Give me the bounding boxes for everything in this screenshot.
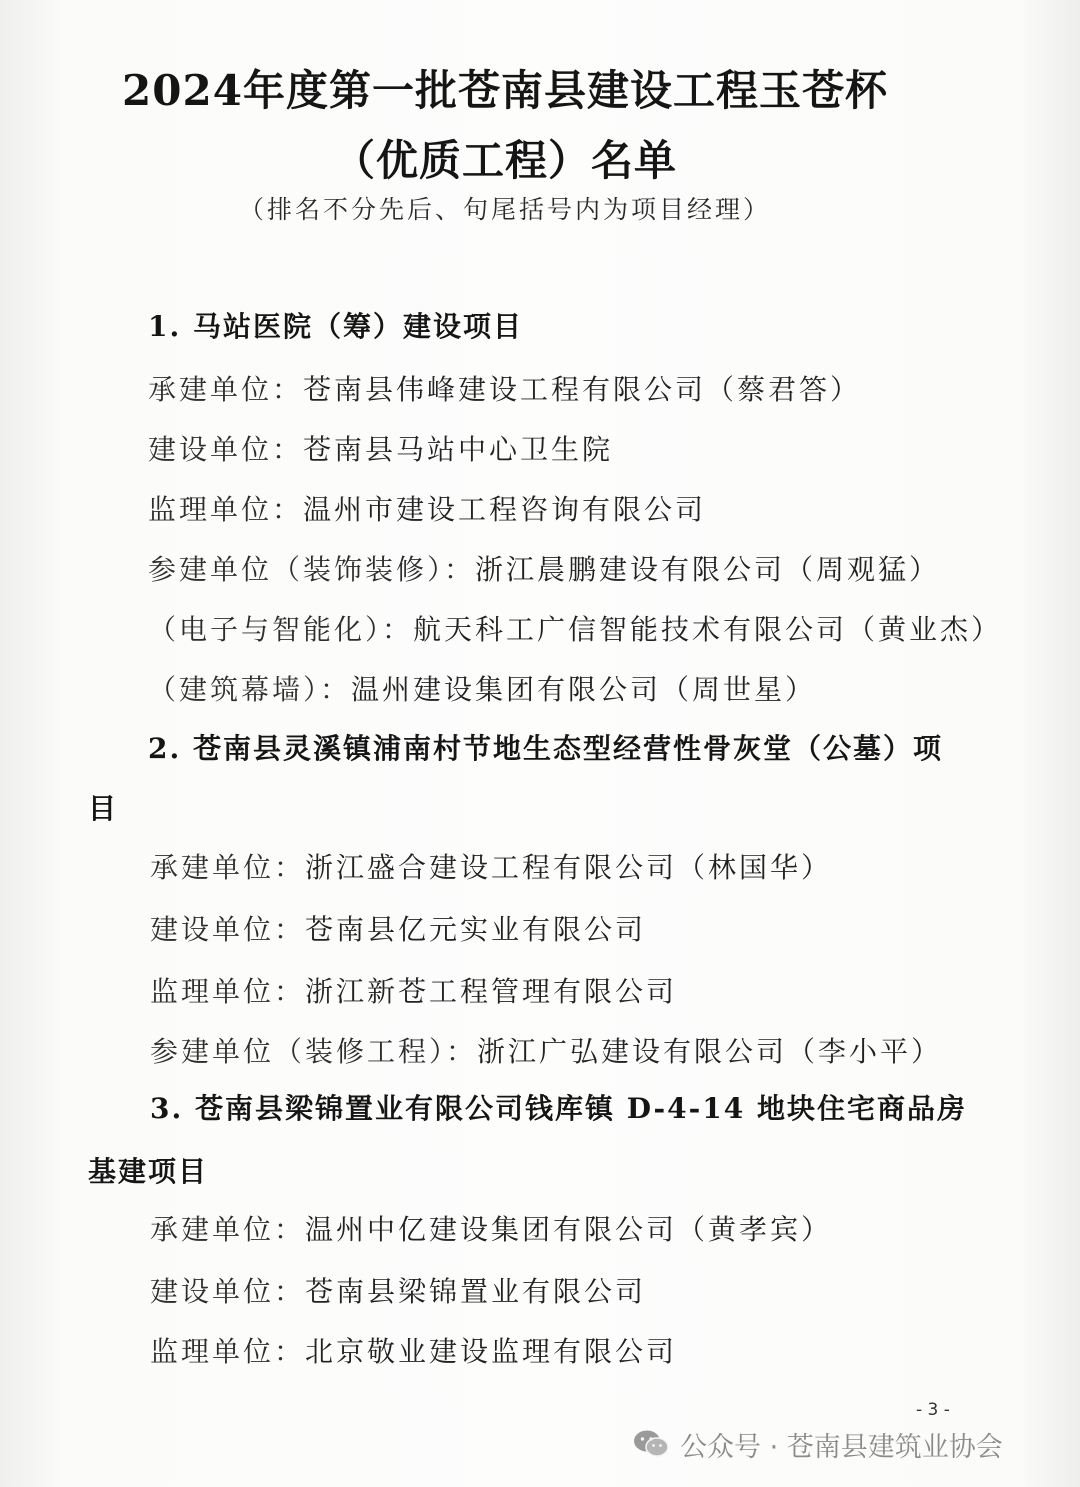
- row-label: 承建单位：: [150, 1213, 306, 1246]
- subtitle: （排名不分先后、句尾括号内为项目经理）: [238, 195, 771, 224]
- project-2-row: [150, 846, 832, 886]
- title-line-2: （优质工程）名单: [332, 136, 677, 185]
- row-value: 苍南县伟峰建设工程有限公司（蔡君答）: [303, 373, 862, 406]
- row-value: 温州建设集团有限公司（周世星）: [351, 673, 817, 706]
- row-label: （电子与智能化）：: [148, 613, 414, 646]
- project-2-heading: 2. 苍南县灵溪镇浦南村节地生态型经营性骨灰堂（公墓）项: [148, 732, 943, 765]
- row-label: （建筑幕墙）：: [148, 673, 352, 706]
- project-1-row: [148, 608, 1002, 648]
- project-1-row: [148, 548, 940, 588]
- project-2-row: [150, 970, 677, 1010]
- row-label: 监理单位：: [150, 1335, 306, 1368]
- watermark-text: 公众号 · 苍南县建筑业协会: [680, 1431, 1003, 1463]
- wechat-icon: [632, 1428, 670, 1460]
- row-label: 承建单位：: [150, 851, 306, 884]
- row-label: 承建单位：: [148, 373, 304, 406]
- project-3-heading-continued: 基建项目: [88, 1155, 209, 1188]
- row-value: 温州市建设工程咨询有限公司: [303, 493, 707, 526]
- project-3-heading: 3. 苍南县梁锦置业有限公司钱库镇 D-4-14 地块住宅商品房: [150, 1092, 967, 1125]
- project-1-row: [148, 668, 816, 708]
- watermark: [632, 1424, 1003, 1464]
- row-label: 监理单位：: [150, 975, 306, 1008]
- project-3-row: [150, 1270, 646, 1310]
- row-label: 建设单位：: [150, 913, 306, 946]
- row-label: 参建单位（装饰装修）：: [148, 553, 476, 586]
- project-3-row: [150, 1208, 832, 1248]
- row-value: 北京敬业建设监理有限公司: [305, 1335, 678, 1368]
- row-value: 温州中亿建设集团有限公司（黄孝宾）: [305, 1213, 833, 1246]
- project-2-heading-continued: 目: [88, 792, 119, 825]
- row-label: 建设单位：: [148, 433, 304, 466]
- row-value: 浙江盛合建设工程有限公司（林国华）: [305, 851, 833, 884]
- row-value: 苍南县梁锦置业有限公司: [305, 1275, 647, 1308]
- project-1-row: [148, 428, 613, 468]
- project-1-row: [148, 488, 706, 528]
- project-2-row: [150, 908, 646, 948]
- page-number: - 3 -: [916, 1400, 950, 1420]
- row-label: 参建单位（装修工程）：: [150, 1035, 478, 1068]
- row-value: 苍南县亿元实业有限公司: [305, 913, 647, 946]
- row-label: 建设单位：: [150, 1275, 306, 1308]
- row-value: 浙江晨鹏建设有限公司（周观猛）: [475, 553, 941, 586]
- row-value: 浙江广弘建设有限公司（李小平）: [477, 1035, 943, 1068]
- row-label: 监理单位：: [148, 493, 304, 526]
- row-value: 浙江新苍工程管理有限公司: [305, 975, 678, 1008]
- title-line-1: 2024年度第一批苍南县建设工程玉苍杯: [122, 66, 888, 115]
- row-value: 苍南县马站中心卫生院: [303, 433, 614, 466]
- project-3-row: [150, 1330, 677, 1370]
- row-value: 航天科工广信智能技术有限公司（黄业杰）: [413, 613, 1003, 646]
- project-1-heading: 1. 马站医院（筹）建设项目: [148, 310, 523, 343]
- project-1-row: [148, 368, 861, 408]
- project-2-row: [150, 1030, 942, 1070]
